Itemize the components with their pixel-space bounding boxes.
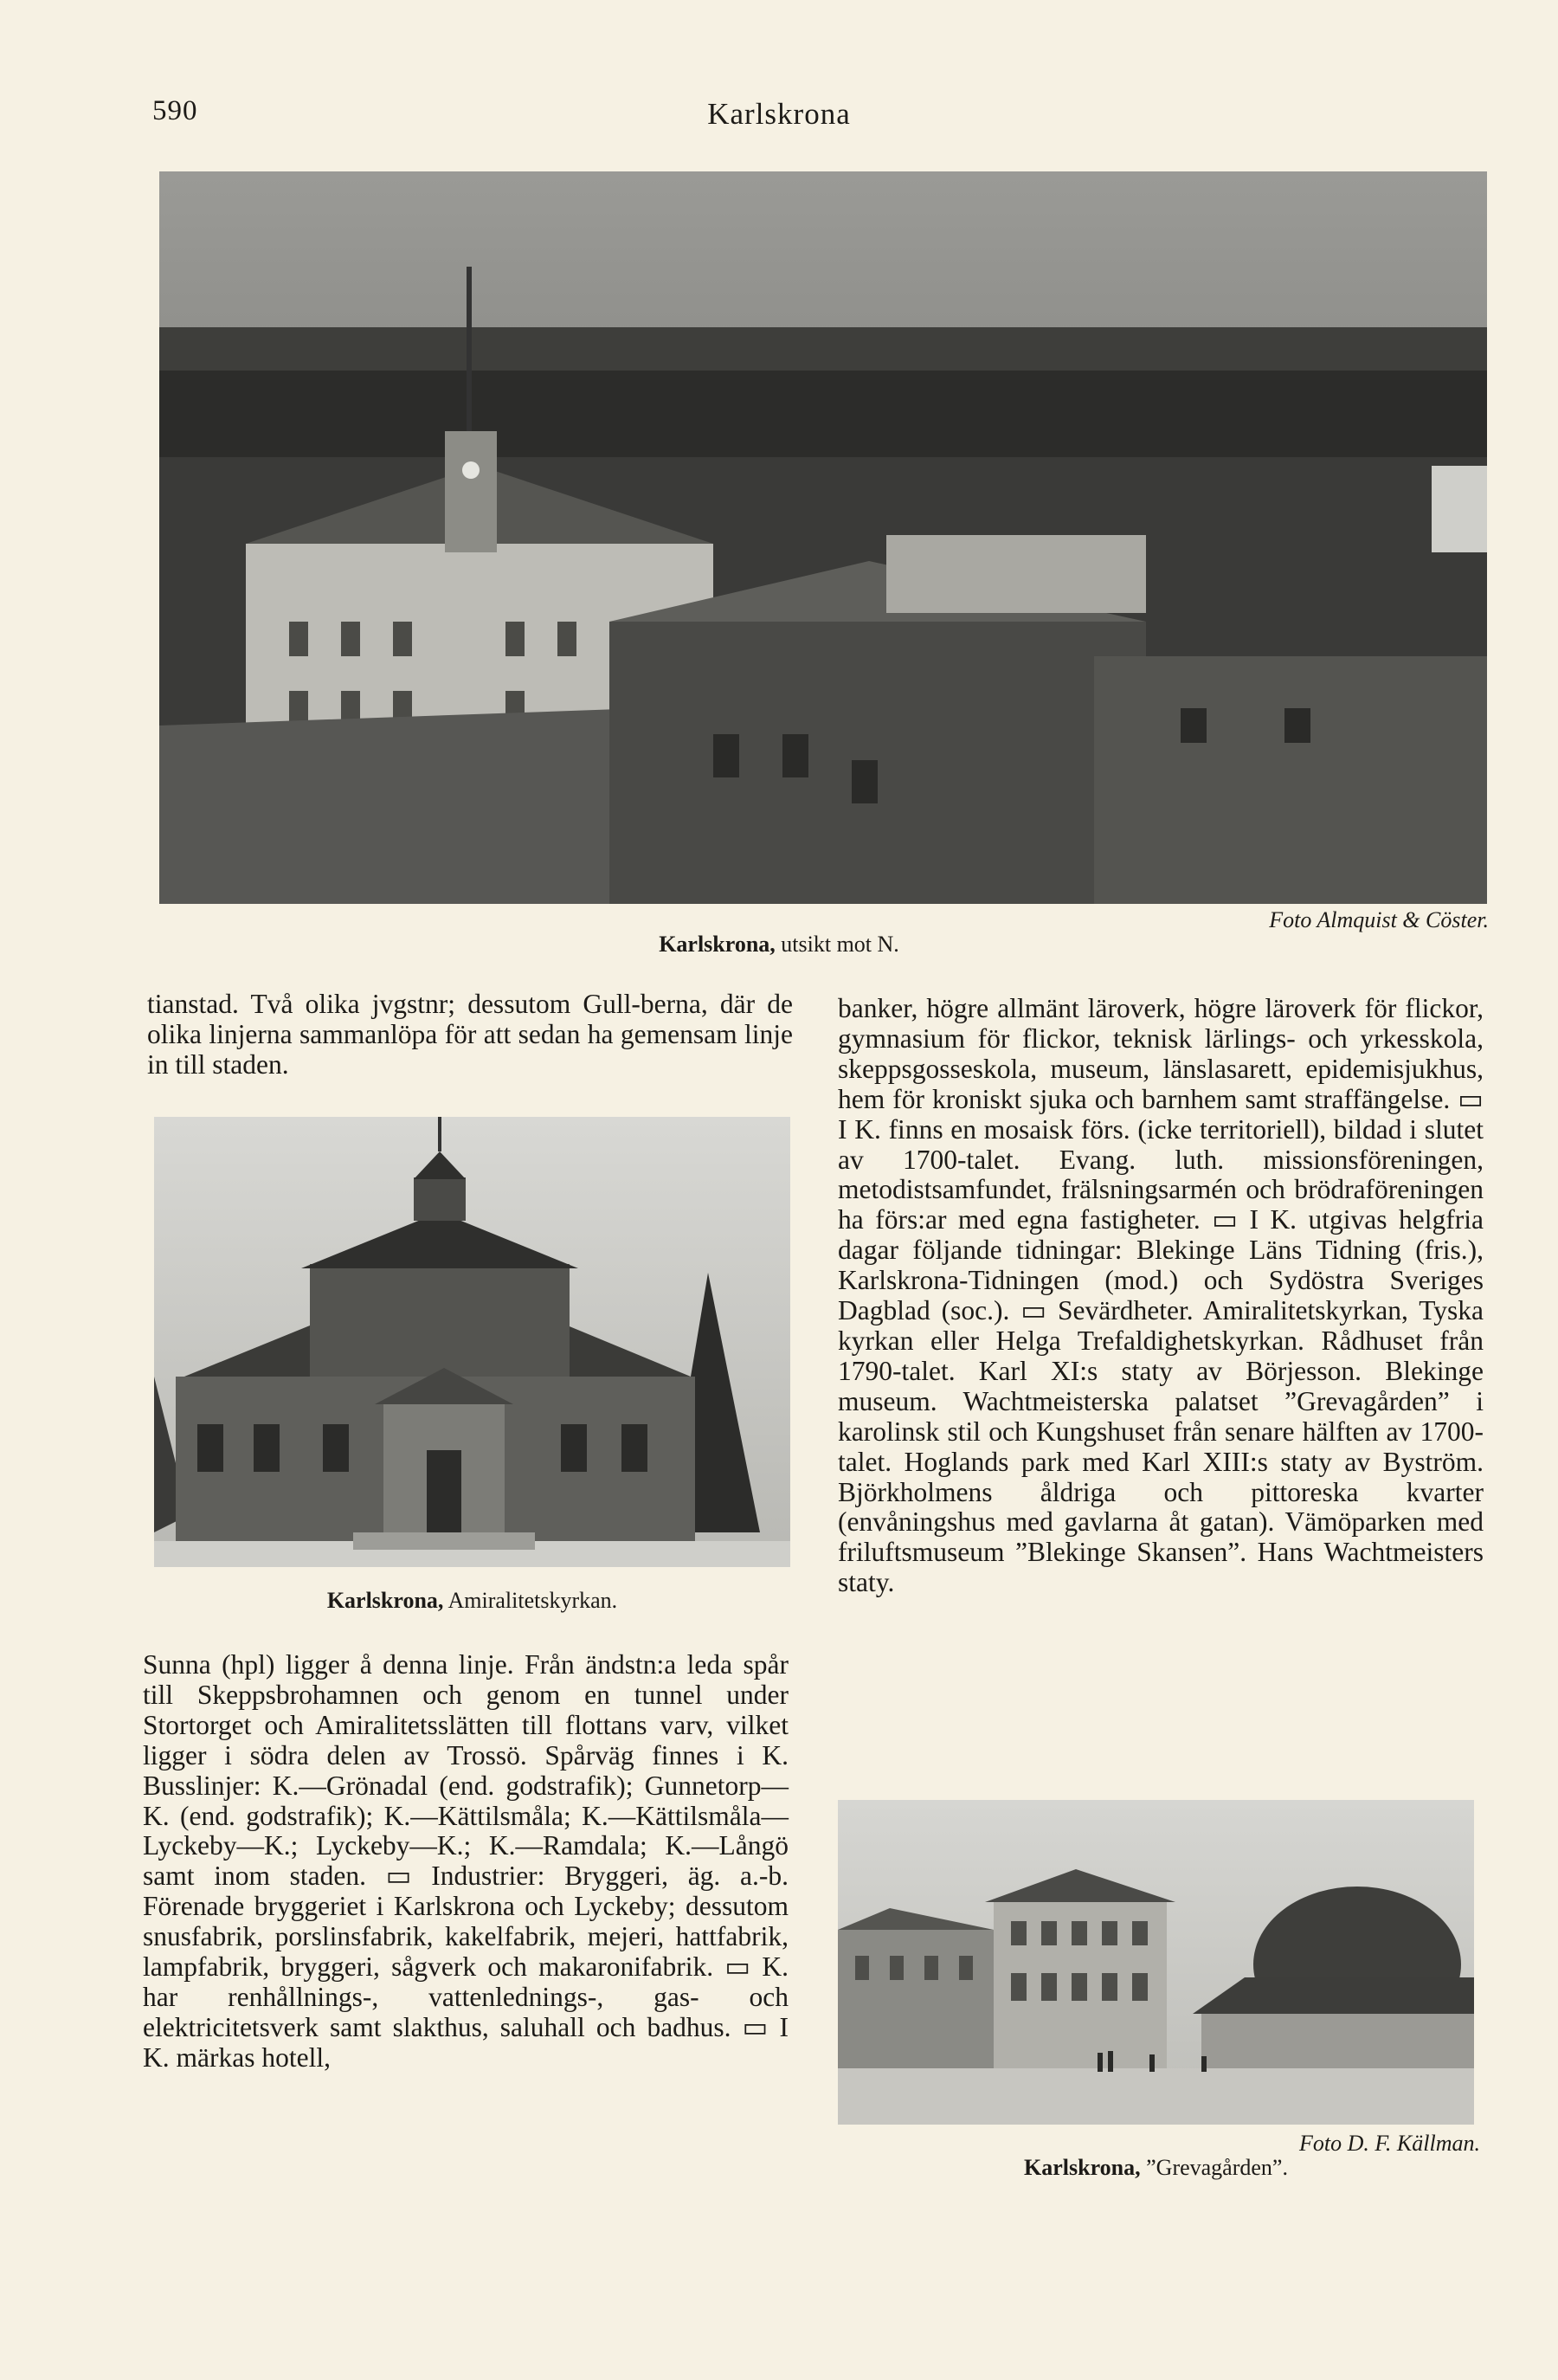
city-view-caption-text: utsikt mot N. [775, 932, 899, 957]
right-paragraph: banker, högre allmänt läroverk, högre läroverk för flickor, gymnasium för flickor, teknisk lärlings- och yrkesskola, skeppsgosseskola, museum, länslasarett, epidemisjukhus, hem för kroniskt sjuka och barnhem samt straffängelse. ▭ I K. finns en mosaisk förs. (icke territoriell), bildad i slutet av 1700-talet. Evang. luth. missionsföreningen, metodistsamfundet, frälsningsarmén och brödraföreningen ha förs:ar med egna fastigheter. ▭ I K. utgivas helgfria dagar följande tidningar: Blekinge Läns Tidning (fris.), Karlskrona-Tidningen (mod.) och Sydöstra Sveriges Dagblad (soc.). ▭ Sevärdheter. Amiralitetskyrkan, Tyska kyrkan eller Helga Trefaldighetskyrkan. Rådhuset från 1790-talet. Karl XI:s staty av Börjesson. Blekinge museum. Wachtmeisterska palatset ”Grevagården” i karolinsk stil och Kungshuset från senare hälften av 1700-talet. Hoglands park med Karl XIII:s staty av Byström. Björkholmens åldriga och pittoreska kvarter (envåningshus med gavlarna åt gatan). Vämöparken med friluftsmuseum ”Blekinge Skansen”. Hans Wachtmeisters staty. [838, 993, 1484, 1598]
left-column-text-bottom [143, 1650, 789, 2074]
right-column-text [838, 994, 1484, 1598]
left-paragraph-2: Sunna (hpl) ligger å denna linje. Från ändstn:a leda spår till Skeppsbrohamnen och genom en tunnel under Stortorget och Amiralitetsslätten till flottans varv, vilket ligger i södra delen av Trossö. Spårväg finnes i K. Busslinjer: K.—Grönadal (end. godstrafik); Gunnetorp—K. (end. godstrafik); K.—Kättilsmåla; K.—Kättilsmåla—Lyckeby—K.; Lyckeby—K.; K.—Ramdala; K.—Långö samt inom staden. ▭ Industrier: Bryggeri, äg. a.-b. Förenade bryggeriet i Karlskrona och Lyckeby; dessutom snusfabrik, porslinsfabrik, kakelfabrik, mejeri, hattfabrik, lampfabrik, bryggeri, sågverk och makaronifabrik. ▭ K. har renhållnings-, vattenlednings-, gas- och elektricitetsverk samt slakthus, saluhall och badhus. ▭ I K. märkas hotell, [143, 1649, 789, 2073]
church-caption-place: Karlskrona, [326, 1588, 444, 1613]
grevagarden-caption-text: ”Grevagården”. [1140, 2155, 1288, 2180]
left-paragraph-1: tianstad. Två olika jvgstnr; dessutom Gull-berna, där de olika linjerna sammanlöpa för att sedan ha gemensam linje in till staden. [147, 989, 793, 1080]
grevagarden-caption [838, 2155, 1474, 2181]
grevagarden-credit: Foto D. F. Källman. [1299, 2131, 1480, 2156]
church-caption-text: Amiralitetskyrkan. [443, 1588, 618, 1613]
city-view-caption [0, 932, 1558, 958]
church-photo [154, 1117, 790, 1567]
city-view-caption-place: Karlskrona, [659, 932, 776, 957]
city-view-credit: Foto Almquist & Cöster. [1269, 907, 1489, 932]
grevagarden-caption-place: Karlskrona, [1024, 2155, 1141, 2180]
city-view-photo [159, 171, 1487, 904]
church-caption [154, 1588, 790, 1614]
left-column-text-top [147, 990, 793, 1080]
page-number: 590 [152, 95, 198, 126]
running-head: Karlskrona [707, 97, 851, 131]
grevagarden-photo [838, 1800, 1474, 2125]
